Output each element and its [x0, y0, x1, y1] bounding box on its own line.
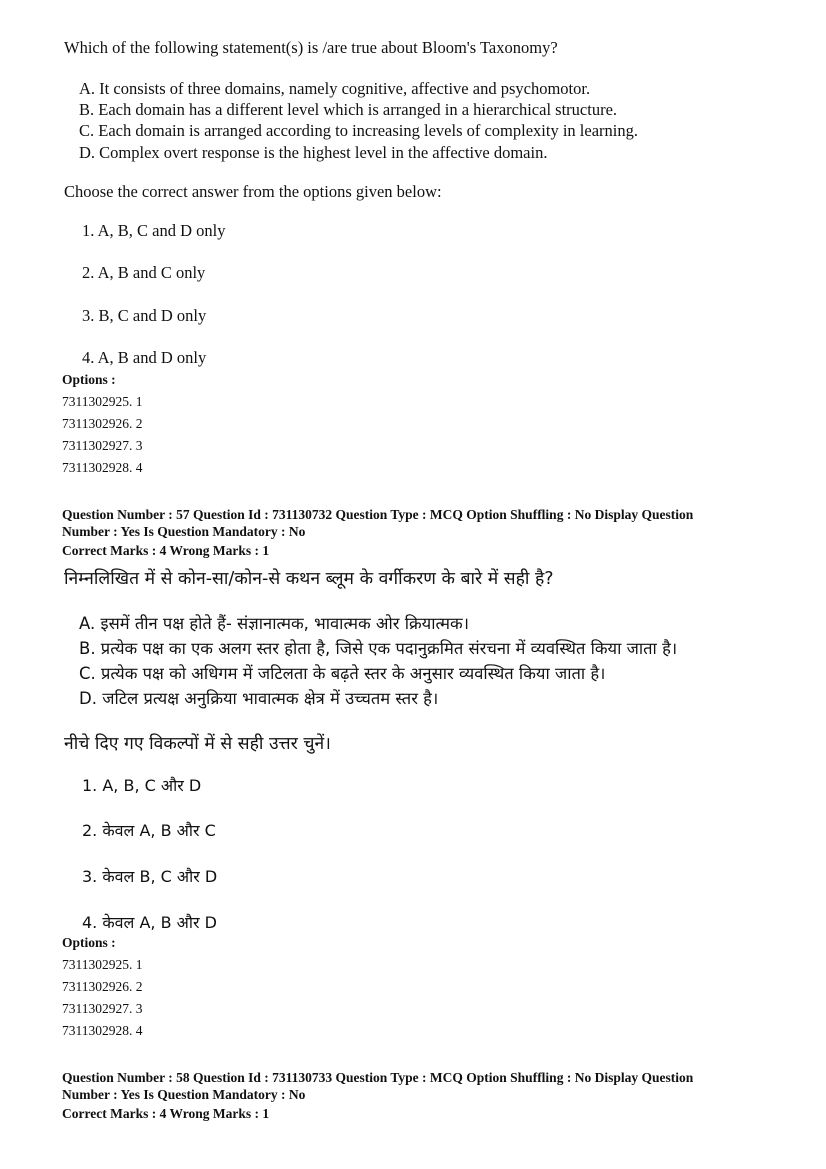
question-57-meta-line3: Correct Marks : 4 Wrong Marks : 1 — [62, 543, 270, 558]
options-label: Options : — [62, 372, 116, 387]
hindi-statement-a: A. इसमें तीन पक्ष होते हैं- संज्ञानात्मक, भावात्मक ओर क्रियात्मक। — [79, 614, 469, 633]
statement-d: D. Complex overt response is the highest level in the affective domain. — [79, 143, 548, 162]
option-id-57-3: 7311302927. 3 — [62, 1001, 143, 1016]
option-id-4: 7311302928. 4 — [62, 460, 143, 475]
statement-a: A. It consists of three domains, namely cognitive, affective and psychomotor. — [79, 79, 591, 98]
question-57-text: निम्नलिखित में से कोन-सा/कोन-से कथन ब्लूम के वर्गीकरण के बारे में सही है? — [64, 569, 554, 589]
choice-1: 1. A, B, C and D only — [82, 221, 226, 240]
statement-b: B. Each domain has a different level which is arranged in a hierarchical structure. — [79, 100, 618, 119]
option-id-57-2: 7311302926. 2 — [62, 979, 143, 994]
hindi-choice-1: 1. A, B, C और D — [82, 776, 202, 795]
hindi-choice-4: 4. केवल A, B और D — [82, 913, 217, 932]
question-57-meta-line2: Number : Yes Is Question Mandatory : No — [62, 524, 306, 539]
options-label-57: Options : — [62, 935, 116, 950]
hindi-statement-d: D. जटिल प्रत्यक्ष अनुक्रिया भावात्मक क्षेत्र में उच्चतम स्तर है। — [79, 689, 439, 708]
statement-c: C. Each domain is arranged according to increasing levels of complexity in learning. — [79, 121, 638, 140]
hindi-choice-3: 3. केवल B, C और D — [82, 867, 218, 886]
question-58-meta-line2: Number : Yes Is Question Mandatory : No — [62, 1087, 306, 1102]
option-id-3: 7311302927. 3 — [62, 438, 143, 453]
option-id-57-4: 7311302928. 4 — [62, 1023, 143, 1038]
choice-2: 2. A, B and C only — [82, 263, 206, 282]
hindi-choice-2: 2. केवल A, B और C — [82, 821, 216, 840]
question-58-meta-line1: Question Number : 58 Question Id : 731130733 Question Type : MCQ Option Shuffling : No Display Question — [62, 1070, 694, 1085]
question-57-meta-line1: Question Number : 57 Question Id : 731130732 Question Type : MCQ Option Shuffling : No Display Question — [62, 507, 694, 522]
hindi-statement-c: C. प्रत्येक पक्ष को अधिगम में जटिलता के बढ़ते स्तर के अनुसार व्यवस्थित किया जाता है। — [79, 664, 606, 683]
option-id-1: 7311302925. 1 — [62, 394, 143, 409]
hindi-statement-b: B. प्रत्येक पक्ष का एक अलग स्तर होता है, जिसे एक पदानुक्रमित संरचना में व्यवस्थित किया जाता है। — [79, 639, 678, 658]
instruction-text: Choose the correct answer from the options given below: — [64, 182, 442, 201]
choice-3: 3. B, C and D only — [82, 306, 207, 325]
option-id-2: 7311302926. 2 — [62, 416, 143, 431]
option-id-57-1: 7311302925. 1 — [62, 957, 143, 972]
hindi-instruction-text: नीचे दिए गए विकल्पों में से सही उत्तर चुनें। — [64, 734, 331, 754]
question-56-text: Which of the following statement(s) is /are true about Bloom's Taxonomy? — [64, 38, 558, 57]
choice-4: 4. A, B and D only — [82, 348, 207, 367]
question-58-meta-line3: Correct Marks : 4 Wrong Marks : 1 — [62, 1106, 270, 1121]
